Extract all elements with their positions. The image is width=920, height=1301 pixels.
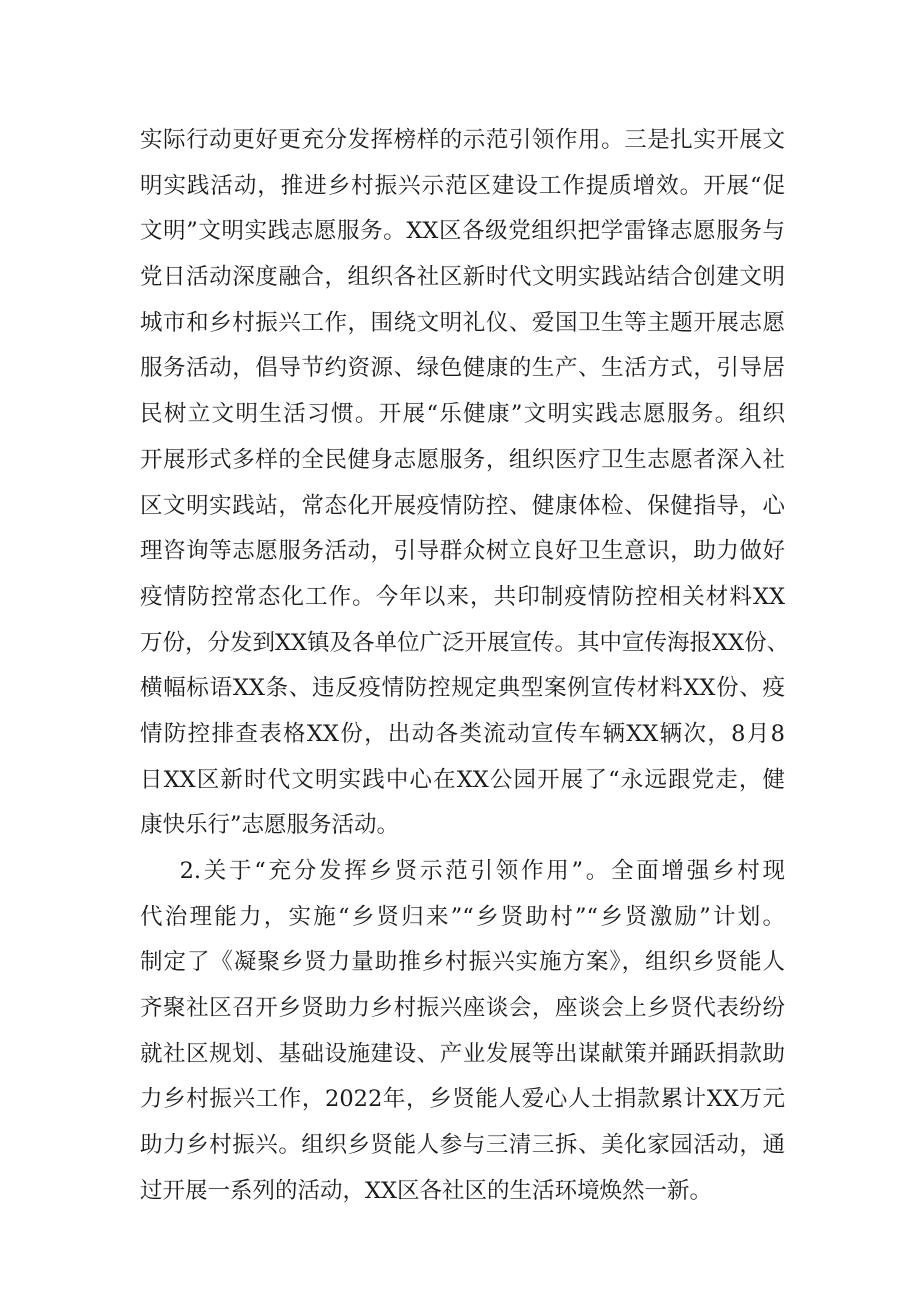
text-line: 就社区规划、基础设施建设、产业发展等出谋献策并踊跃捐款助 — [140, 1040, 785, 1067]
text-line: 横幅标语XX条、违反疫情防控规定典型案例宣传材料XX份、疫 — [140, 675, 785, 702]
text-line: 2.关于“充分发挥乡贤示范引领作用”。全面增强乡村现 — [140, 858, 785, 884]
paragraph-village-sages — [140, 849, 785, 1215]
text-line: 区文明实践站，常态化开展疫情防控、健康体检、保健指导，心 — [140, 492, 785, 519]
text-line: 助力乡村振兴。组织乡贤能人参与三清三拆、美化家园活动，通 — [140, 1132, 785, 1159]
text-line: 万份，分发到XX镇及各单位广泛开展宣传。其中宣传海报XX份、 — [140, 629, 790, 656]
text-line: 过开展一系列的活动，XX区各社区的生活环境焕然一新。 — [140, 1177, 713, 1204]
text-line: 实际行动更好更充分发挥榜样的示范引领作用。三是扎实开展文 — [140, 127, 785, 153]
text-line: 开展形式多样的全民健身志愿服务，组织医疗卫生志愿者深入社 — [140, 446, 785, 473]
text-line: 民树立文明生活习惯。开展“乐健康”文明实践志愿服务。组织 — [140, 401, 785, 428]
text-line: 明实践活动，推进乡村振兴示范区建设工作提质增效。开展“促 — [140, 172, 785, 199]
text-line: 文明”文明实践志愿服务。XX区各级党组织把学雷锋志愿服务与 — [140, 218, 785, 245]
text-line: 理咨询等志愿服务活动，引导群众树立良好卫生意识，助力做好 — [140, 538, 785, 565]
text-line: 康快乐行”志愿服务活动。 — [140, 812, 400, 839]
text-line: 日XX区新时代文明实践中心在XX公园开展了“永远跟党走，健 — [140, 766, 785, 793]
paragraph-civilization-practice — [140, 118, 790, 849]
text-line: 代治理能力，实施“乡贤归来”“乡贤助村”“乡贤激励”计划。 — [140, 903, 785, 930]
text-line: 情防控排查表格XX份，出动各类流动宣传车辆XX辆次，8月8 — [140, 720, 785, 747]
text-line: 城市和乡村振兴工作，围绕文明礼仪、爱国卫生等主题开展志愿 — [140, 309, 785, 336]
text-line: 制定了《凝聚乡贤力量助推乡村振兴实施方案》，组织乡贤能人 — [140, 949, 785, 976]
text-line: 服务活动，倡导节约资源、绿色健康的生产、生活方式，引导居 — [140, 355, 785, 382]
text-line: 力乡村振兴工作，2022年，乡贤能人爱心人士捐款累计XX万元 — [140, 1086, 785, 1113]
text-line: 齐聚社区召开乡贤助力乡村振兴座谈会，座谈会上乡贤代表纷纷 — [140, 995, 785, 1022]
text-line: 党日活动深度融合，组织各社区新时代文明实践站结合创建文明 — [140, 264, 785, 291]
text-line: 疫情防控常态化工作。今年以来，共印制疫情防控相关材料XX — [140, 583, 785, 610]
document-page — [140, 118, 790, 1215]
